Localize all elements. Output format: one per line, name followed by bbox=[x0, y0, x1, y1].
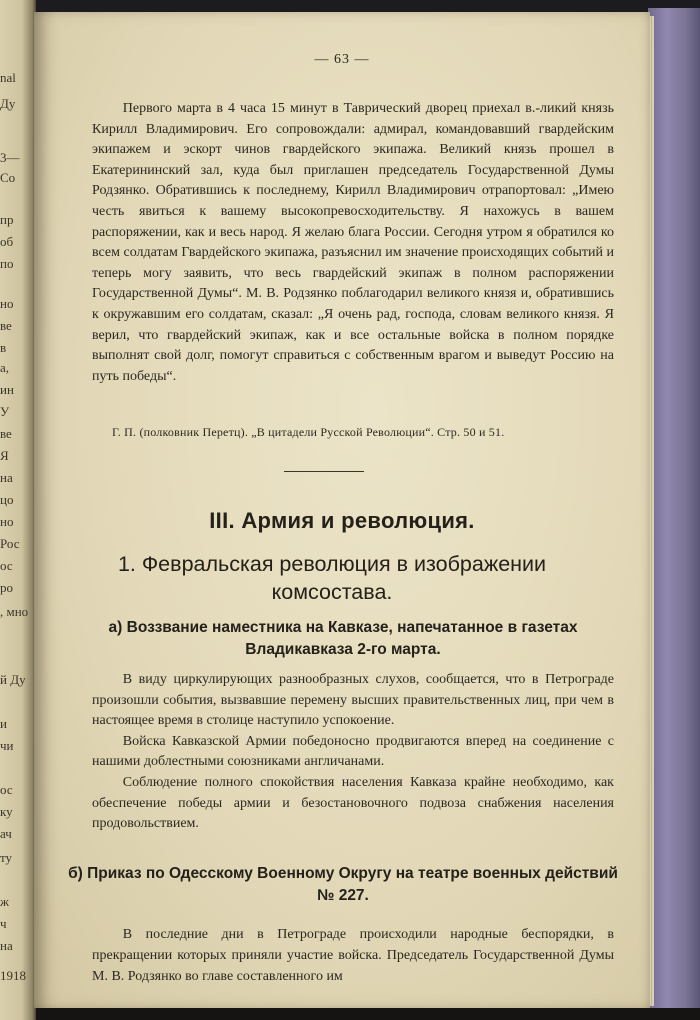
subsection-a-body bbox=[92, 670, 614, 835]
left-page-fragment: пр bbox=[0, 212, 14, 227]
left-page-fragment: об bbox=[0, 234, 14, 249]
quote-paragraph: Первого марта в 4 часа 15 минут в Таврический дворец приехал в.-ликий князь Кирилл Владимирович. Его сопровождали: адмирал, командовавший гвардейским экипажем и эскорт чинов гвардейского экипажа. Великий князь прошел в Екатерининский зал, куда был приглашен председатель Государственной Думы Родзянко. Обратившись к последнему, Кирилл Владимирович отрапортовал: „Имею честь явиться к вашему высокопревосходительству. Я нахожусь в вашем распоряжении, как и весь народ. Я желаю блага России. Сегодня утром я обратился ко всем солдатам Гвардейского экипажа, разъяснил им значение происходящих событий и теперь могу заявить, что весь гвардейский экипаж в полном распоряжении Государственной Думы“. М. В. Родзянко поблагодарил великого князя и, обратившись к окружавшим его солдатам, сказал: „Я очень рад, господа, словам великого князя. Я верил, что гвардейский экипаж, как и все остальные войска в полном порядке выполнят свой долг, помогут справиться с собственным врагом и выведут Россию на путь победы“. bbox=[92, 101, 614, 384]
left-page-fragment: ч bbox=[0, 916, 7, 931]
paragraph: В виду циркулирующих разнообразных слухов, сообщается, что в Петрограде произошли события, вызвавшие перемену высших правительственных лиц, при чем в настоящее время в столице наступило успокоение. bbox=[92, 672, 614, 729]
left-page-fragment: ве bbox=[0, 426, 12, 441]
left-page-fragment: nal bbox=[0, 70, 16, 85]
left-page-fragment: но bbox=[0, 514, 14, 529]
left-page-fragment: а, bbox=[0, 360, 10, 375]
left-page-fragment: на bbox=[0, 938, 13, 953]
page-number: — 63 — bbox=[314, 52, 370, 67]
left-page-margin bbox=[0, 0, 36, 1020]
left-page-fragment: на bbox=[0, 470, 13, 485]
citation: Г. П. (полковник Перетц). „В цитадели Русской Революции“. Стр. 50 и 51. bbox=[112, 425, 505, 439]
left-page-fragment: ж bbox=[0, 894, 9, 909]
left-page-fragment: ин bbox=[0, 382, 14, 397]
left-page-fragment: чи bbox=[0, 738, 14, 753]
left-page-fragment: Co bbox=[0, 170, 16, 185]
left-page-fragment: цо bbox=[0, 492, 14, 507]
left-page-fragment: У bbox=[0, 404, 10, 419]
left-page-fragment: ту bbox=[0, 850, 13, 865]
left-page-fragment: 1918 bbox=[0, 968, 26, 983]
left-page-fragment: Ду bbox=[0, 96, 16, 111]
left-page-fragment: ос bbox=[0, 782, 13, 797]
left-page-fragment: но bbox=[0, 296, 14, 311]
section-divider bbox=[284, 471, 364, 472]
book-cover-edge bbox=[648, 8, 700, 1008]
left-page-fragment: и bbox=[0, 716, 7, 731]
paragraph: В последние дни в Петрограде происходили народные беспорядки, в прекращении которых приняли участие войска. Председатель Государственной Думы М. В. Родзянко во главе составленного им bbox=[92, 927, 614, 984]
subsection-a-title: а) Воззвание наместника на Кавказе, напечатанное в газетах Владикавказа 2-го марта. bbox=[108, 619, 578, 658]
section-title: 1. Февральская революция в изображении комсостава. bbox=[117, 552, 547, 604]
left-page-fragment: 3— bbox=[0, 150, 20, 165]
left-page-fragment: Я bbox=[0, 448, 9, 463]
subsection-b-body bbox=[92, 924, 614, 987]
paragraph: Соблюдение полного спокойствия населения Кавказа крайне необходимо, как обеспечение победы армии и безостановочного подвоза снабжения населения продовольствием. bbox=[92, 774, 614, 832]
left-page-fragment: й Ду bbox=[0, 672, 26, 687]
left-page-fragment: в bbox=[0, 340, 7, 355]
paragraph: Войска Кавказской Армии победоносно продвигаются вперед на соединение с нашими доблестными союзниками англичанами. bbox=[92, 733, 614, 770]
subsection-b-title: б) Приказ по Одесскому Военному Округу на театре военных действий № 227. bbox=[68, 865, 618, 904]
left-page-fragment: ач bbox=[0, 826, 12, 841]
left-page-fragment: , мно bbox=[0, 604, 29, 619]
part-title: III. Армия и революция. bbox=[209, 508, 475, 533]
left-page-fragment: ве bbox=[0, 318, 12, 333]
left-page-fragment: ос bbox=[0, 558, 13, 573]
left-page-fragment: по bbox=[0, 256, 14, 271]
quote-block bbox=[92, 99, 614, 387]
left-page-fragment: Рос bbox=[0, 536, 20, 551]
book-page bbox=[34, 12, 650, 1008]
left-page-fragment: ро bbox=[0, 580, 13, 595]
left-page-fragment: ку bbox=[0, 804, 13, 819]
